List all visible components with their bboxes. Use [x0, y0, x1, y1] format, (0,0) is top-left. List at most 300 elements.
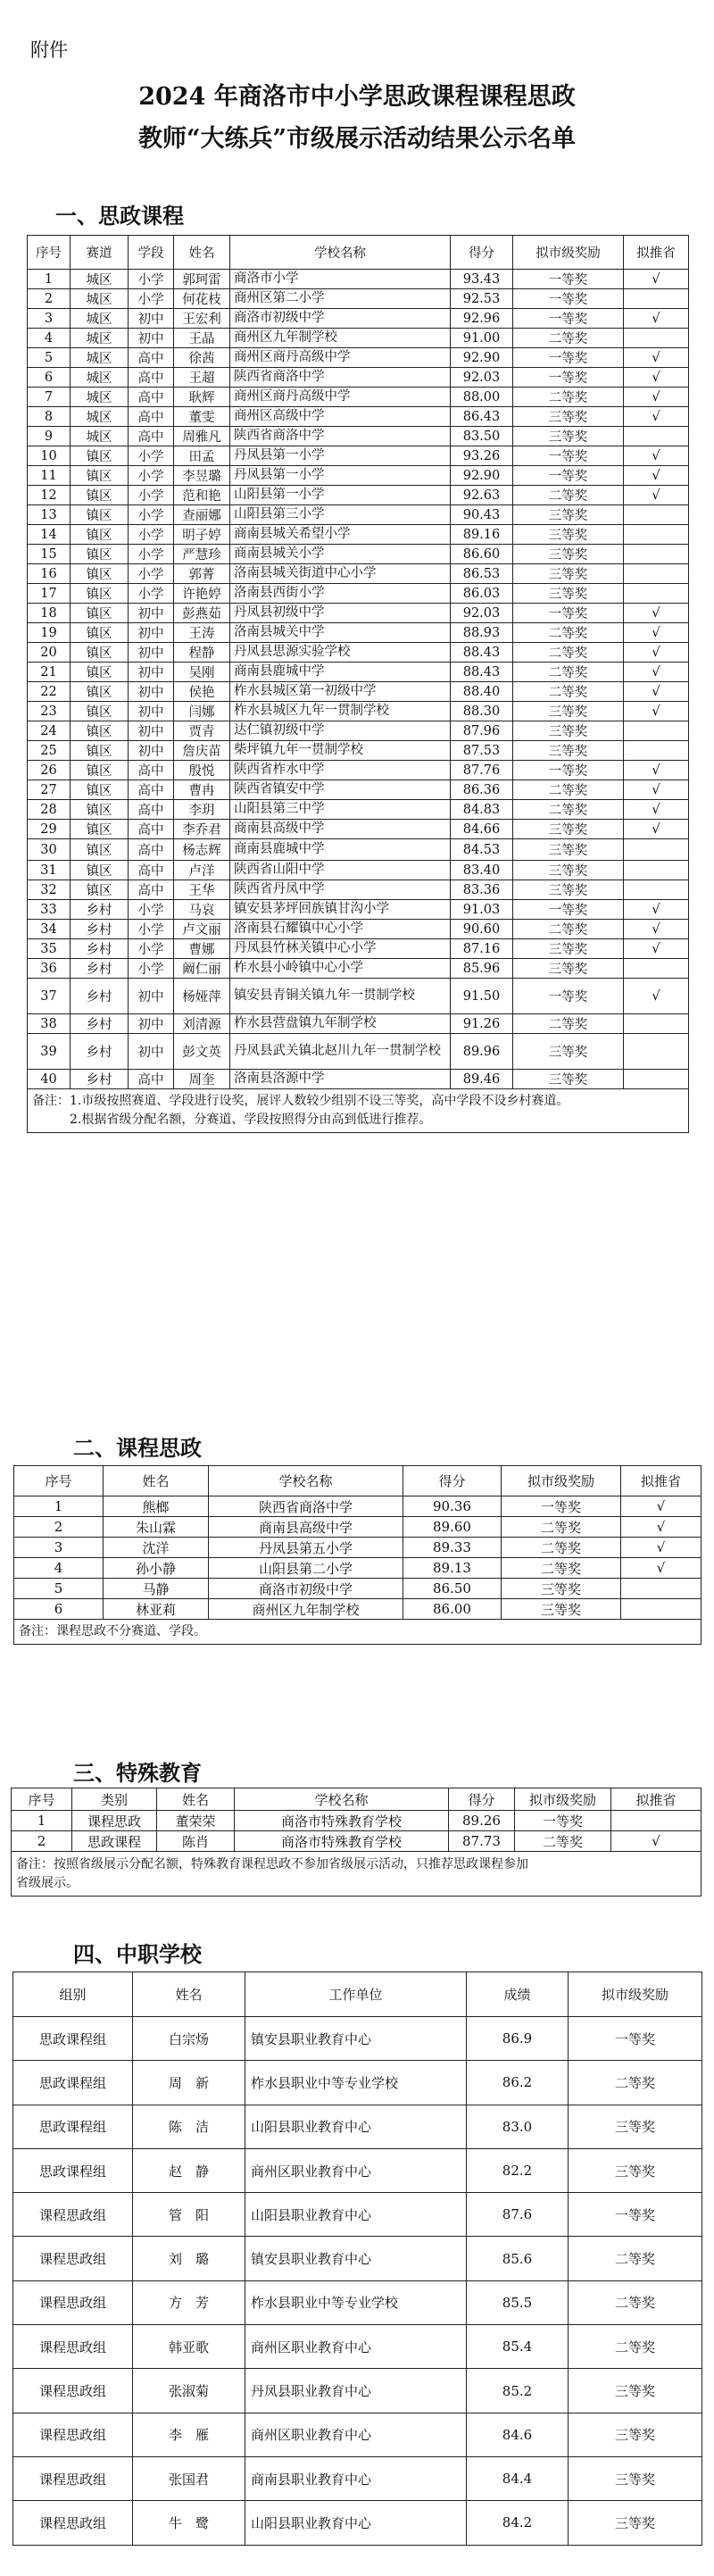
table-cell: 乡村	[71, 959, 129, 979]
table-cell: 23	[28, 702, 71, 721]
table-cell: 一等奖	[513, 979, 624, 1014]
table-cell: 二等奖	[513, 388, 624, 407]
table-cell: 92.96	[451, 309, 513, 329]
table-cell: 89.16	[451, 525, 513, 545]
table-cell: √	[624, 643, 689, 663]
table-cell: 5	[28, 348, 71, 368]
table-note-row	[14, 1620, 702, 1645]
column-header: 学校名称	[235, 1788, 449, 1811]
table-cell: 韩亚歌	[133, 2325, 245, 2369]
table-cell: 88.30	[451, 702, 513, 721]
table-cell: 朱山霖	[104, 1517, 209, 1538]
table-cell: 86.03	[451, 584, 513, 604]
table-cell: 高中	[129, 368, 174, 388]
table-cell: 三等奖	[569, 2413, 702, 2456]
table-cell: 11	[28, 466, 71, 486]
table-cell: 李玥	[174, 800, 230, 820]
table-cell: 许艳婷	[174, 584, 230, 604]
table-cell: 丹凤县武关镇北赵川九年一贯制学校	[230, 1034, 451, 1070]
table-cell: 镇安县青铜关镇九年一贯制学校	[230, 979, 451, 1014]
table-cell: 小学	[129, 900, 174, 920]
table-cell: 二等奖	[513, 1014, 624, 1034]
table-cell: √	[624, 780, 689, 800]
table-cell: 90.43	[451, 505, 513, 525]
table-cell: 山阳县第一小学	[230, 486, 451, 505]
table-cell: 城区	[71, 368, 129, 388]
column-header: 拟推省	[624, 236, 689, 270]
table-cell: 乡村	[71, 939, 129, 959]
table-cell: 三等奖	[513, 564, 624, 584]
table-cell: 镇区	[71, 466, 129, 486]
table-cell: 1	[12, 1811, 72, 1831]
table-cell: 87.73	[449, 1831, 515, 1852]
table-cell: 思政课程组	[13, 2017, 133, 2061]
vocational-school-table	[12, 1972, 702, 2546]
table-cell: 课程思政组	[13, 2280, 133, 2324]
table-cell: 洛南县城关中学	[230, 623, 451, 643]
table-cell: 85.5	[467, 2280, 569, 2324]
table-cell: 三等奖	[513, 959, 624, 979]
column-header: 学校名称	[209, 1466, 403, 1496]
table-cell: 柞水县职业中等专业学校	[245, 2280, 467, 2324]
column-header: 得分	[451, 236, 513, 270]
table-cell: 86.60	[451, 545, 513, 564]
table-cell: 商洛市初级中学	[230, 309, 451, 329]
table-row	[28, 839, 689, 861]
table-cell: 乡村	[71, 920, 129, 939]
table-row	[28, 880, 689, 900]
table-cell: 镇区	[71, 861, 129, 880]
table-cell: 高中	[129, 800, 174, 820]
table-cell: 三等奖	[502, 1579, 621, 1599]
table-cell: 商州区高级中学	[230, 407, 451, 427]
table-cell: 一等奖	[513, 289, 624, 309]
table-cell: 乡村	[71, 1014, 129, 1034]
table-cell: 镇区	[71, 880, 129, 900]
table-cell: 丹凤县第一小学	[230, 446, 451, 466]
table-row	[28, 427, 689, 446]
table-cell: 周雅凡	[174, 427, 230, 446]
table-cell: 镇区	[71, 505, 129, 525]
table-cell: 初中	[129, 721, 174, 741]
table-header-row	[14, 1466, 702, 1496]
table-row	[28, 329, 689, 348]
table-cell: √	[621, 1517, 702, 1538]
table-cell: 周奎	[174, 1070, 230, 1089]
table-cell: 92.53	[451, 289, 513, 309]
table-cell: 陕西省山阳中学	[230, 861, 451, 880]
document-title-line2: 教师“大练兵”市级展示活动结果公示名单	[137, 125, 577, 153]
table-cell: 洛南县石耀镇中心小学	[230, 920, 451, 939]
table-row	[28, 1014, 689, 1034]
table-row	[28, 348, 689, 368]
table-cell: 陕西省柞水中学	[230, 761, 451, 780]
table-cell	[624, 505, 689, 525]
table-cell: 郭珂雷	[174, 270, 230, 289]
table-row	[13, 2148, 702, 2192]
table-cell: 山阳县第三中学	[230, 800, 451, 820]
table-row	[28, 780, 689, 800]
table-cell: 一等奖	[513, 466, 624, 486]
table-cell: 33	[28, 900, 71, 920]
table-row	[28, 820, 689, 839]
table-cell: 86.2	[467, 2061, 569, 2105]
table-cell: 思政课程组	[13, 2061, 133, 2105]
table-cell: 高中	[129, 780, 174, 800]
table-cell: 小学	[129, 466, 174, 486]
table-row	[14, 1496, 702, 1517]
table-note: 备注：课程思政不分赛道、学段。	[14, 1620, 702, 1645]
table-row	[28, 861, 689, 880]
table-cell: 镇区	[71, 604, 129, 623]
table-row	[28, 486, 689, 505]
table-cell: 商州区商丹高级中学	[230, 388, 451, 407]
table-cell: 92.03	[451, 368, 513, 388]
table-cell: 三等奖	[513, 545, 624, 564]
table-cell: 21	[28, 663, 71, 682]
table-cell: 初中	[129, 329, 174, 348]
section1-title: 一、思政课程	[55, 204, 184, 229]
column-header: 学段	[129, 236, 174, 270]
table-cell: 三等奖	[513, 939, 624, 959]
table-cell: 22	[28, 682, 71, 702]
table-cell: 洛南县洛源中学	[230, 1070, 451, 1089]
table-cell: 商州区职业教育中心	[245, 2325, 467, 2369]
table-cell: 商南县职业教育中心	[245, 2456, 467, 2500]
table-cell: √	[624, 348, 689, 368]
table-cell	[621, 1579, 702, 1599]
attachment-label: 附件	[30, 39, 68, 61]
table-row	[13, 2237, 702, 2280]
table-cell: 高中	[129, 388, 174, 407]
table-cell: 88.43	[451, 643, 513, 663]
political-course-table	[27, 235, 689, 1133]
table-cell: 三等奖	[513, 861, 624, 880]
table-cell: 丹凤县职业教育中心	[245, 2369, 467, 2413]
table-row	[28, 939, 689, 959]
table-cell: 乡村	[71, 979, 129, 1014]
table-cell: 三等奖	[569, 2456, 702, 2500]
table-cell: 2	[28, 289, 71, 309]
table-cell: 殷悦	[174, 761, 230, 780]
table-cell: 城区	[71, 407, 129, 427]
table-cell: 李昱璐	[174, 466, 230, 486]
table-cell: 小学	[129, 446, 174, 466]
table-cell: 何花枝	[174, 289, 230, 309]
table-row	[28, 702, 689, 721]
table-cell: 一等奖	[515, 1811, 611, 1831]
table-row	[14, 1538, 702, 1558]
table-cell: 82.2	[467, 2148, 569, 2192]
table-cell: 程静	[174, 643, 230, 663]
table-cell: 91.26	[451, 1014, 513, 1034]
table-cell	[611, 1811, 702, 1831]
table-cell: 林亚莉	[104, 1599, 209, 1620]
table-cell: √	[621, 1538, 702, 1558]
table-cell: 马哀	[174, 900, 230, 920]
column-header: 拟市级奖励	[502, 1466, 621, 1496]
table-cell: 丹凤县思源实验学校	[230, 643, 451, 663]
table-cell: √	[624, 486, 689, 505]
table-cell: 三等奖	[569, 2369, 702, 2413]
table-cell: 一等奖	[502, 1496, 621, 1517]
table-cell: 乡村	[71, 1034, 129, 1070]
table-cell: 彭燕茹	[174, 604, 230, 623]
table-cell: 92.90	[451, 466, 513, 486]
table-row	[14, 1579, 702, 1599]
table-cell: √	[624, 446, 689, 466]
table-cell: 16	[28, 564, 71, 584]
table-cell: 初中	[129, 309, 174, 329]
table-cell: 镇安县茅坪回族镇甘沟小学	[230, 900, 451, 920]
table-cell: 丹凤县第一小学	[230, 466, 451, 486]
table-cell: 商洛市小学	[230, 270, 451, 289]
table-cell: 86.43	[451, 407, 513, 427]
section2-title: 二、课程思政	[73, 1436, 202, 1461]
table-row	[28, 466, 689, 486]
table-cell: 乡村	[71, 1070, 129, 1089]
table-cell: 董荣荣	[157, 1811, 235, 1831]
table-cell: 杨娅萍	[174, 979, 230, 1014]
table-cell: 达仁镇初级中学	[230, 721, 451, 741]
table-cell	[624, 1034, 689, 1070]
table-cell: 87.76	[451, 761, 513, 780]
table-cell: 84.66	[451, 820, 513, 839]
table-cell: 城区	[71, 388, 129, 407]
table-row	[13, 2413, 702, 2456]
table-cell: 小学	[129, 270, 174, 289]
table-cell: 课程思政	[72, 1811, 157, 1831]
column-header: 工作单位	[245, 1972, 467, 2017]
table-row	[28, 564, 689, 584]
table-cell: 曹娜	[174, 939, 230, 959]
table-cell: 三等奖	[513, 407, 624, 427]
table-cell: 二等奖	[569, 2325, 702, 2369]
table-cell: 二等奖	[513, 329, 624, 348]
table-cell: 39	[28, 1034, 71, 1070]
table-row	[13, 2456, 702, 2500]
table-cell: 课程思政组	[13, 2325, 133, 2369]
table-cell: 高中	[129, 820, 174, 839]
table-cell: 洛南县西街小学	[230, 584, 451, 604]
table-cell: 吴刚	[174, 663, 230, 682]
table-cell: 小学	[129, 939, 174, 959]
table-cell: 三等奖	[513, 880, 624, 900]
table-cell: 92.03	[451, 604, 513, 623]
table-cell: 山阳县职业教育中心	[245, 2501, 467, 2545]
table-cell: 商州区职业教育中心	[245, 2148, 467, 2192]
table-cell: √	[611, 1831, 702, 1852]
table-row	[28, 368, 689, 388]
table-cell: 三等奖	[513, 1070, 624, 1089]
column-header: 得分	[449, 1788, 515, 1811]
table-cell: 二等奖	[569, 2061, 702, 2105]
table-cell: 柞水县城区九年一贯制学校	[230, 702, 451, 721]
table-row	[28, 663, 689, 682]
table-row	[28, 623, 689, 643]
table-cell: 86.00	[403, 1599, 502, 1620]
table-cell: 商州区九年制学校	[230, 329, 451, 348]
table-row	[14, 1599, 702, 1620]
table-cell: 城区	[71, 289, 129, 309]
table-cell: √	[624, 270, 689, 289]
table-cell: 镇安县职业教育中心	[245, 2017, 467, 2061]
table-note	[12, 1852, 702, 1897]
note-line: 备注：按照省级展示分配名额，特殊教育课程思政不参加省级展示活动，只推荐思政课程参加	[16, 1856, 528, 1872]
table-cell: 商南县城关小学	[230, 545, 451, 564]
table-cell: 白宗炀	[133, 2017, 245, 2061]
table-cell: 二等奖	[569, 2237, 702, 2280]
table-cell: √	[624, 800, 689, 820]
column-header: 得分	[403, 1466, 502, 1496]
table-cell: 方 芳	[133, 2280, 245, 2324]
table-row	[28, 309, 689, 329]
table-note	[28, 1089, 689, 1133]
table-cell: 一等奖	[513, 761, 624, 780]
table-cell: 小学	[129, 505, 174, 525]
table-row	[13, 2501, 702, 2545]
table-cell: 李 雁	[133, 2413, 245, 2456]
table-cell: 城区	[71, 348, 129, 368]
table-cell: 4	[28, 329, 71, 348]
table-cell: 李乔君	[174, 820, 230, 839]
table-cell: 商南县高级中学	[209, 1517, 403, 1538]
table-cell: 高中	[129, 407, 174, 427]
table-cell: 阚仁丽	[174, 959, 230, 979]
table-header-row	[28, 236, 689, 270]
table-cell: 刘 璐	[133, 2237, 245, 2280]
column-header: 类别	[72, 1788, 157, 1811]
table-cell: 88.43	[451, 663, 513, 682]
table-cell: 二等奖	[513, 623, 624, 643]
table-cell: 王华	[174, 880, 230, 900]
table-cell	[624, 959, 689, 979]
table-cell: 赵 静	[133, 2148, 245, 2192]
table-cell: 8	[28, 407, 71, 427]
table-cell: 25	[28, 741, 71, 761]
table-row	[28, 289, 689, 309]
table-row	[28, 900, 689, 920]
table-cell: 三等奖	[569, 2148, 702, 2192]
table-cell: 84.6	[467, 2413, 569, 2456]
table-cell: 侯艳	[174, 682, 230, 702]
special-education-table	[11, 1788, 702, 1897]
table-cell: 王超	[174, 368, 230, 388]
table-cell: 89.46	[451, 1070, 513, 1089]
table-cell: 城区	[71, 427, 129, 446]
table-cell: 二等奖	[513, 920, 624, 939]
table-cell: 陕西省商洛中学	[230, 368, 451, 388]
table-cell: 89.60	[403, 1517, 502, 1538]
table-cell: 10	[28, 446, 71, 466]
table-cell: √	[624, 309, 689, 329]
table-cell: 小学	[129, 584, 174, 604]
table-cell: 91.03	[451, 900, 513, 920]
table-cell: 5	[14, 1579, 104, 1599]
table-cell: 二等奖	[502, 1558, 621, 1579]
table-cell: √	[624, 761, 689, 780]
table-cell	[621, 1599, 702, 1620]
table-cell: √	[624, 663, 689, 682]
table-cell: √	[624, 682, 689, 702]
table-cell: 镇区	[71, 623, 129, 643]
table-cell: 田孟	[174, 446, 230, 466]
table-cell	[624, 1014, 689, 1034]
table-cell: 83.0	[467, 2105, 569, 2148]
table-cell: 查丽娜	[174, 505, 230, 525]
table-row	[13, 2061, 702, 2105]
table-cell: 一等奖	[513, 446, 624, 466]
table-cell: 镇区	[71, 820, 129, 839]
table-cell: 二等奖	[502, 1517, 621, 1538]
table-cell: 二等奖	[513, 663, 624, 682]
table-cell: √	[624, 368, 689, 388]
table-cell: 85.6	[467, 2237, 569, 2280]
table-cell: 二等奖	[513, 486, 624, 505]
table-cell: 董雯	[174, 407, 230, 427]
table-cell: 商洛市初级中学	[209, 1579, 403, 1599]
table-cell: 92.63	[451, 486, 513, 505]
table-cell: 19	[28, 623, 71, 643]
table-cell: 柞水县职业中等专业学校	[245, 2061, 467, 2105]
table-cell: 课程思政组	[13, 2369, 133, 2413]
table-cell: 12	[28, 486, 71, 505]
table-row	[28, 446, 689, 466]
column-header: 姓名	[157, 1788, 235, 1811]
table-cell: 商州区第二小学	[230, 289, 451, 309]
table-cell: 高中	[129, 348, 174, 368]
table-row	[28, 761, 689, 780]
table-cell: 小学	[129, 545, 174, 564]
column-header: 学校名称	[230, 236, 451, 270]
table-row	[14, 1517, 702, 1538]
table-cell: 镇区	[71, 721, 129, 741]
table-cell: 柞水县小岭镇中心小学	[230, 959, 451, 979]
table-cell	[624, 880, 689, 900]
table-cell: 93.43	[451, 270, 513, 289]
table-cell: 柞水县城区第一初级中学	[230, 682, 451, 702]
table-cell: 镇区	[71, 761, 129, 780]
table-row	[28, 270, 689, 289]
table-row	[28, 584, 689, 604]
table-cell: 初中	[129, 604, 174, 623]
table-cell: 84.2	[467, 2501, 569, 2545]
table-cell: 83.36	[451, 880, 513, 900]
table-cell	[624, 289, 689, 309]
table-cell: √	[621, 1496, 702, 1517]
table-cell: 91.50	[451, 979, 513, 1014]
table-cell: 6	[28, 368, 71, 388]
table-cell: 城区	[71, 329, 129, 348]
table-cell: 17	[28, 584, 71, 604]
table-cell: 詹庆苗	[174, 741, 230, 761]
table-cell: 三等奖	[513, 427, 624, 446]
table-cell: 商洛市特殊教育学校	[235, 1811, 449, 1831]
table-cell: 三等奖	[513, 721, 624, 741]
table-cell: 三等奖	[513, 702, 624, 721]
table-cell: 2	[14, 1517, 104, 1538]
table-cell: 张国君	[133, 2456, 245, 2500]
table-header-row	[12, 1788, 702, 1811]
table-row	[28, 388, 689, 407]
table-cell: 86.50	[403, 1579, 502, 1599]
table-row	[13, 2193, 702, 2237]
table-cell	[624, 525, 689, 545]
table-cell: 91.00	[451, 329, 513, 348]
table-cell: 柴坪镇九年一贯制学校	[230, 741, 451, 761]
table-cell: 一等奖	[569, 2193, 702, 2237]
table-cell: 郭菁	[174, 564, 230, 584]
